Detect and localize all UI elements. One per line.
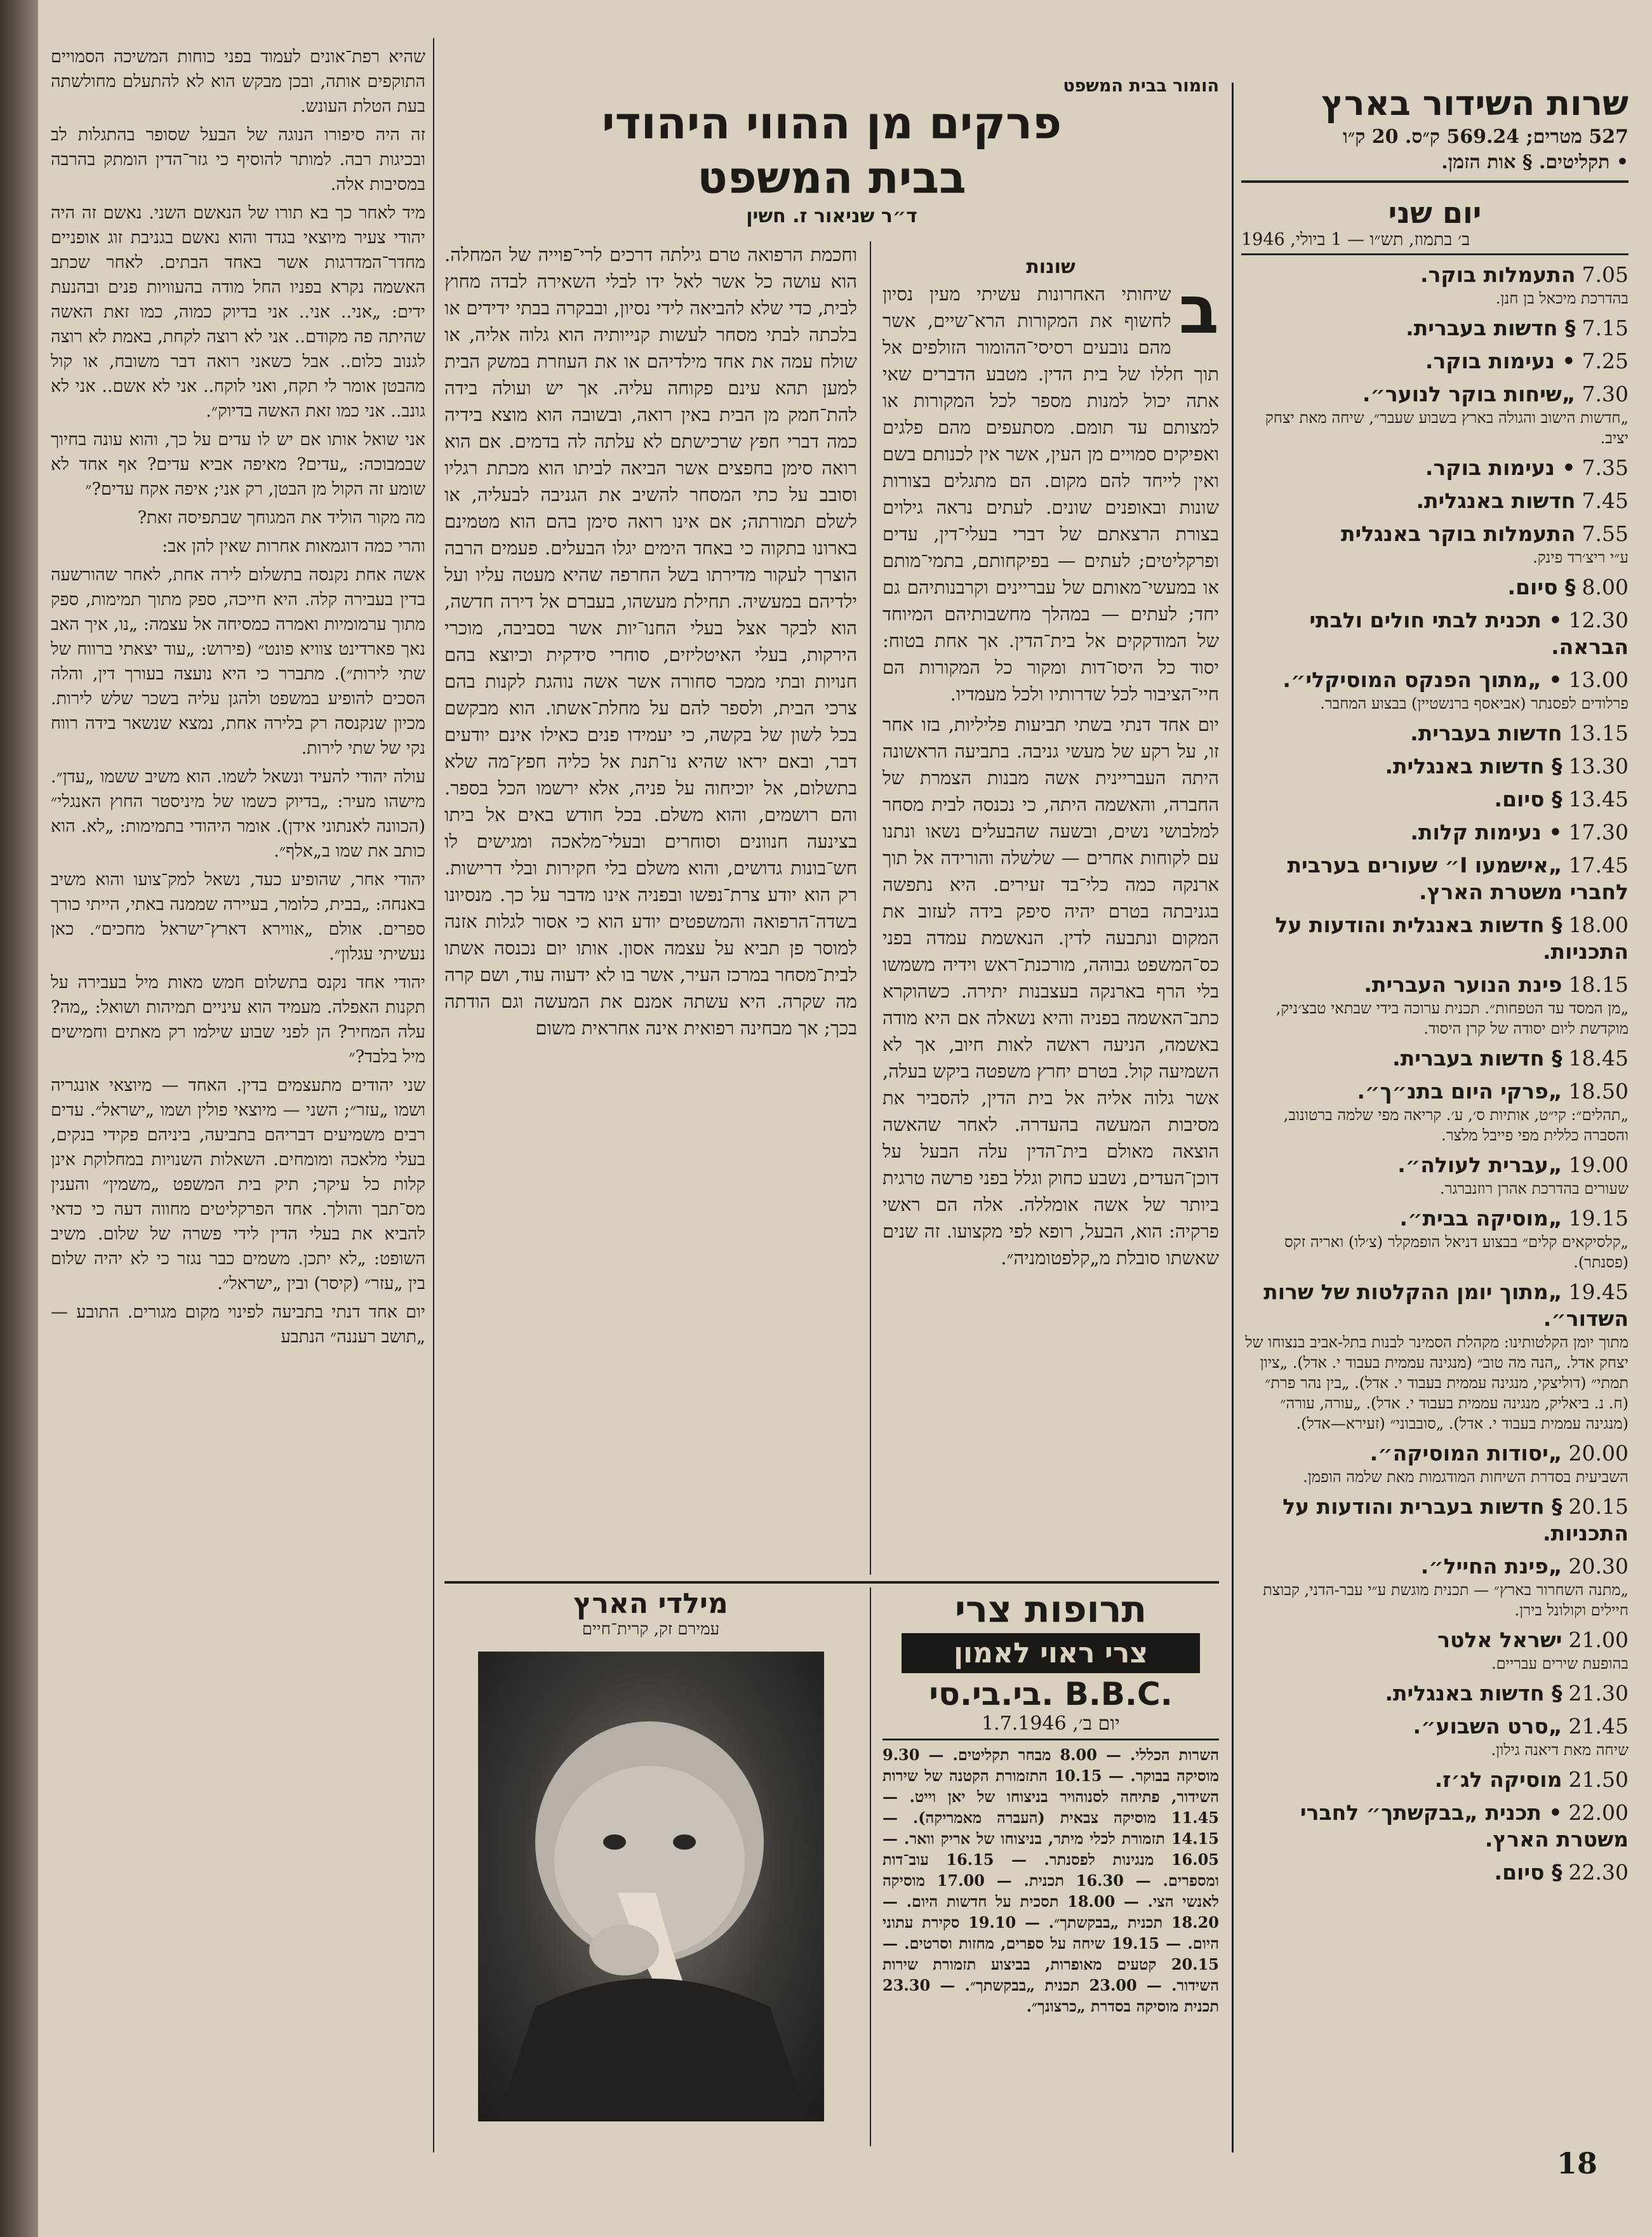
- schedule-time: 21.00: [1568, 1627, 1629, 1652]
- schedule-item-main: [1241, 381, 1629, 408]
- schedule-program-details: „קלסיקאים קלים״ בבצוע דניאל הופמקלר (צ׳לו) ואריה זקס (פסנתר).: [1284, 1233, 1629, 1271]
- photo-caption: עמירם זק, קרית־חיים: [582, 1620, 720, 1639]
- schedule-item-main: [1241, 912, 1629, 965]
- schedule-time: 13.15: [1568, 721, 1629, 745]
- schedule-program-title: „יסודות המוסיקה״.: [1369, 1441, 1562, 1466]
- schedule-item-main: [1241, 1859, 1629, 1886]
- schedule-program-title: § סיום.: [1494, 787, 1562, 811]
- schedule-program-details: שיחה מאת דיאנה גילון.: [1491, 1741, 1629, 1759]
- article-paragraph: שיחותי האחרונות עשיתי מעין נסיון לחשוף את המקורות הרא־שיים, אשר מהם נובעים רסיסי־ההומור הזולפים אל תוך חללו של בית הדין. מטבע הדברים שאי אתה יכול למנות מספר לכל המקורות או למצותם עד תומם. מסתעפים מהם פלגים ואפיקים סמויים מן העין, אשר אין לכנותם בשם ואין לייחד להם מקום. הם מתגלים בצורות שונות ובאופנים שונים. לעתים נראה גילוים בצורת הרצאתם של דברי בעלי־דין, עדים ופרקליטים; לעתים — בפיקחותם, בתמי־מותם או במעשי־מאותם של עבריינים וקרבנותיהם גם יחד; לעתים — במהלך מחשבותיהם המיוחד של המודקקים אל בית־הדין. אך אחת בטוח: יסוד כל היסו־דות ומקור כל המקורות הם חיי־הציבור לכל שדרותיו ולכל מעמדיו.: [883, 283, 1219, 705]
- schedule-time: 17.45: [1568, 853, 1629, 878]
- article-paragraph: וחכמת הרפואה טרם גילתה דרכים לרי־פוייה של המחלה. הוא עושה כל אשר לאל ידו לבלי השאירה לבדה מחוץ לבית, כדי שלא להביאה לידי נסיון, ובבקרה בבתי ידידים או בלכתה לבתי מסחר לעשות קנייותיה הוא גלוה אליה, או שולח עמה את אחד מילדיהם או את העוזרת במשק הבית למען תהא עינם פקוחה עליה. אך יש ועולה בידה להת־חמק מן הבית באין רואה, ובשובה הוא מוצא בידיה כמה דברי חפץ שרכישתם לא עלתה לה בדמים. אם הוא רואה סימן בחפצים אשר הביאה לביתו הוא מכתת רגליו וסובב על כתי המסחר להשיב את הגניבה לבעליה, או לשלם תמורתה; אם אינו רואה סימן בהם הוא מטמינם בארונו בתקוה כי באחד הימים יגלו הבעלים. פעמים הרבה הוצרך לעקור מדירתו בשל החרפה שהיא מעטה עליו ועל ילדיהם במעשיה. תחילת מעשהו, בעברם אל דירה חדשה, הוא לבקר אצל בעלי החנו־יות אשר בסביבה, מוכרי הירקות, בעלי האיטליזים, סוחרי סידקית וכיוצא בהם חנויות ובתי ממכר סחורה אשר אשה נוהגת לקנות בהם צרכי הבית, ולספר להם על מחלת־אשתו. הוא מבקשם בכל לשון של בקשה, כי יעמידו פנים כאילו אינם יודעים דבר, ובאם יראו שהיא נו־תנת אל כליה חפץ־מה שלא בתשלום, אל יוכיחוה על פניה, אלא ירשמו הכל בספר. והם רושמים, והוא משלם. בכל חודש באים אל ביתו בצינעה חנוונים וסוחרים ובעלי־מלאכה ומגישים לו חש־בונות גדושים, והוא משלם בלי חקירות ובלי דרישות. רק הוא יודע צרת־נפשו ובפניה אינו מדבר על כך. מנסיונו בשדה־הרפואה והמשפטים יודע הוא כי אסור לגלות אזנה למוסר פן תביא על עצמה אסון. אותו יום נכנסה אשתו לבית־מסחר במרכז העיר, אשר בו לא ידעוה עוד, ושם קרה מה שקרה. היא עשתה אמנם את המעשה וגם הודתה בכך; אך מבחינה רפואית אינה אחראית משום: [444, 244, 857, 1039]
- schedule-item: [1241, 1152, 1629, 1199]
- schedule-item-main: [1241, 348, 1629, 375]
- schedule-item: [1241, 1627, 1629, 1674]
- schedule-item: [1241, 1078, 1629, 1145]
- schedule-item: [1241, 1680, 1629, 1707]
- schedule-item-main: [1241, 1045, 1629, 1072]
- schedule-time: 7.45: [1582, 488, 1629, 513]
- schedule-program-details: השביעית בסדרת השיחות המודגמות מאת שלמה הופמן.: [1303, 1468, 1629, 1486]
- schedule-item: [1241, 521, 1629, 568]
- schedule-time: 21.30: [1568, 1681, 1629, 1706]
- schedule-item-main: [1241, 1078, 1629, 1105]
- schedule-program-title: § חדשות בעברית.: [1392, 1046, 1562, 1071]
- schedule-legend: • תקליטים. § אות הזמן.: [1441, 151, 1629, 173]
- schedule-item-main: [1241, 1627, 1629, 1653]
- bbc-title: בי.בי.סי. B.B.C.: [929, 1676, 1173, 1713]
- article-paragraph: יום אחד דנתי בשתי תביעות פליליות, בזו אחר זו, על רקע של מעשי גניבה. בתביעה הראשונה היתה העבריינית אשה מבנות הצמרת של החברה, והאשמה היתה, כי נכנסה לבית מסחר למלבושי נשים, ובשעה שהבעלים נשאו ונתנו עם לקוחות אחרים — שלשלה והורידה אל תוך ארנקה כמה כלי־בד זעירים. היא נתפשה בגניבתה בטרם יהיה סיפק בידה לעזוב את המקום ונתבעה לדין. הנאשמת עמדה בפני כס־המשפט גבוהה, מורכנת־ראש וידיה משמשו בלי הרף בארנקה בעצבנות יתירה. כשהוקרא כתב־האשמה בפניה והיא נשאלה אם היא מודה באשמה, הניעה ראשה לאות חיוב, אך לא השמיעה קול. בטרם יחרץ משפטה ביקש בעלה, אשר גלוה אליה אל בית הדין, להסביר את מסיבות המעשה בהעדרה. לאחר שהאשה הוצאה מאולם בית־הדין עלה הבעל על דוכן־העדים, נשבע כחוק וגלל בפני פרשה טרגית ביותר של אשה אומללה. אלה הם ראשי פרקיה: הוא, הבעל, רופא לפי מקצועו. זה שנים שאשתו סובלת מ„קלפטומניה״.: [883, 714, 1219, 1269]
- article-column-2: [444, 241, 857, 1575]
- article-paragraph: מה מקור הוליד את המגוחך שבתפיסה זאת?: [137, 508, 425, 528]
- article-paragraph: יהודי אחר, שהופיע כעד, נשאל למק־צועו והוא משיב באנחה: „בבית, כלומר, בעיירה שממנה באתי, הייתי כורך ספרים. אולם „אווירא דארץ־ישראל מחכים״. כאן נעשיתי עגלון״.: [51, 870, 425, 964]
- schedule-time: 22.30: [1568, 1860, 1629, 1885]
- schedule-time: 8.00: [1582, 575, 1629, 599]
- article-header: [444, 76, 1219, 267]
- schedule-program-title: § חדשות באנגלית.: [1385, 754, 1562, 778]
- newspaper-page: [38, 0, 1652, 2237]
- schedule-item: [1241, 786, 1629, 813]
- schedule-item-main: [1241, 1766, 1629, 1793]
- schedule-program-details: „מן המסד עד הטפחות״. תכנית ערוכה בידי שבתאי טבצ׳ניק, מוקדשת ליום יסודה של קרן היסוד.: [1276, 999, 1629, 1038]
- schedule-program-title: • נעימות בוקר.: [1425, 349, 1576, 373]
- schedule-program-title: חדשות בעברית.: [1410, 721, 1562, 745]
- schedule-item: [1241, 972, 1629, 1039]
- schedule-item-main: [1241, 488, 1629, 514]
- article-subhead: שונות: [1026, 256, 1076, 278]
- schedule-program-title: ישראל אלטר: [1437, 1627, 1562, 1652]
- schedule-item: [1241, 315, 1629, 342]
- schedule-item: [1241, 1045, 1629, 1072]
- schedule-program-details: מתוך יומן הקלטותינו: מקהלת הסמינר לבנות בתל-אביב בנצוחו של יצחק אדל. „הנה מה טוב״ (מנגינה עממית בעבוד י. אדל). „ציון תמתי״ (דוליצקי, מנגינה עממית בעבוד י. אדל). „בין נהר פרת״ (ח. נ. ביאליק, מנגינה עממית בעבוד י. אדל). „עורה, עורה״ (מנגינה עממית בעבוד י. אדל). „סובבוני״ (זעירא—אדל).: [1245, 1333, 1629, 1432]
- schedule-program-title: • „מתוך הפנקס המוסיקלי״.: [1282, 667, 1562, 692]
- article-paragraph: והרי כמה דוגמאות אחרות שאין להן אב:: [162, 537, 425, 556]
- schedule-time: 7.15: [1582, 316, 1629, 340]
- schedule-program-title: „אישמעו I״ שעורים בערבית לחברי משטרת הארץ.: [1287, 853, 1629, 904]
- schedule-time: 21.45: [1568, 1714, 1629, 1739]
- schedule-item: [1241, 720, 1629, 747]
- schedule-item-main: [1241, 1713, 1629, 1740]
- schedule-program-title: • תכנית לבתי חולים ולבתי הבראה.: [1309, 608, 1629, 659]
- schedule-program-details: ע״י ריצ׳רד פינק.: [1533, 549, 1629, 566]
- schedule-item: [1241, 1279, 1629, 1434]
- schedule-item: [1241, 852, 1629, 905]
- schedule-time: 18.45: [1568, 1046, 1629, 1071]
- schedule-item-main: [1241, 455, 1629, 481]
- article-column-1: [883, 254, 1219, 1575]
- article-paragraph: שני יהודים מתעצמים בדין. האחד — מיוצאי אונגריה ושמו „עזר״; השני — מיוצאי פולין ושמו „ישראל״. עדים רבים משמיעים דבריהם בתביעה, ביניהם פקידי בנקים, בעלי מלאכה ומומחים. השאלות השנויות במחלוקת אינן קלות כל עיקר; תיק בית המשפט „משמין״ והענין מס־תבך והולך. אחד הפרקליטים מחווה דעה כי כדאי להביא את בעלי הדין לידי פשרה של שלום. משיב השופט: „לא יתכן. משמים כבר נגזר כי לא יהיה שלום בין „עזר״ (קיסר) ובין „ישראל״.: [51, 1076, 425, 1293]
- schedule-time: 13.45: [1568, 787, 1629, 811]
- schedule-time: 20.15: [1568, 1494, 1629, 1519]
- section-rule: [444, 1581, 1219, 1584]
- ad-bbc-box: [883, 1587, 1219, 2146]
- schedule-item-main: [1241, 315, 1629, 342]
- schedule-list: [1241, 262, 1629, 1886]
- photo-title: מילדי הארץ: [573, 1587, 728, 1620]
- schedule-program-title: „מתוך יומן ההקלטות של שרות השדור״.: [1263, 1279, 1629, 1331]
- article-dropcap: ב: [1178, 271, 1219, 349]
- article-column-3: [51, 44, 425, 2153]
- schedule-time: 20.00: [1568, 1441, 1629, 1466]
- schedule-item-main: [1241, 1493, 1629, 1547]
- article-paragraph: זה היה סיפורו הנוגה של הבעל שסופר בהתגלות לב ובכיגות רבה. למותר להוסיף כי גזר־הדין הומתק בהרבה במסיבות אלה.: [51, 125, 425, 194]
- schedule-item-main: [1241, 1152, 1629, 1179]
- schedule-program-title: • תכנית „בבקשתך״ לחברי משטרת הארץ.: [1300, 1800, 1629, 1852]
- schedule-time: 20.30: [1568, 1554, 1629, 1579]
- schedule-program-title: התעמלות בוקר באנגלית: [1340, 521, 1576, 546]
- schedule-time: 7.35: [1582, 455, 1629, 480]
- baby-illustration: [478, 1652, 824, 2121]
- schedule-time: 18.00: [1568, 912, 1629, 937]
- schedule-time: 18.15: [1568, 972, 1629, 997]
- schedule-program-title: • נעימות בוקר.: [1425, 455, 1576, 480]
- schedule-item: [1241, 912, 1629, 965]
- article-headline-line2: בבית המשפט: [697, 152, 966, 204]
- schedule-item: [1241, 488, 1629, 514]
- schedule-item-main: [1241, 1279, 1629, 1332]
- schedule-item: [1241, 819, 1629, 846]
- article-paragraph: יהודי אחד נקנס בתשלום חמש מאות מיל בעבירה על תקנות האפלה. מעמיד הוא עיניים תמיהות ושואל: „מה? עלה המחיר? הן לפני שבוע שילמו רק מאתים וחמישים מיל בלבד?״: [51, 973, 425, 1067]
- schedule-item: [1241, 262, 1629, 309]
- schedule-day: יום שני: [1388, 196, 1482, 230]
- article-paragraph: אני שואל אותו אם יש לו עדים על כך, והוא עונה בחיוך שבמבוכה: „עדים? מאיפה אביא עדים? אף אחד לא שומע זה הקול מן הבטן, רק אני; איפה אקח עדים?״: [51, 430, 425, 499]
- article-headline-line1: פרקים מן ההווי היהודי: [601, 97, 1062, 149]
- schedule-item-main: [1241, 667, 1629, 693]
- schedule-time: 21.50: [1568, 1767, 1629, 1792]
- column-rule: [1232, 83, 1234, 2153]
- schedule-program-details: „מתנה השחרור בארץ״ — תכנית מוגשת ע״י עבר-הדני, קבוצת חיילים וקולונל בירן.: [1263, 1581, 1629, 1619]
- page-number: 18: [1557, 2146, 1598, 2180]
- schedule-item: [1241, 1800, 1629, 1853]
- schedule-time: 12.30: [1568, 608, 1629, 632]
- schedule-item: [1241, 667, 1629, 714]
- article-paragraph: עולה יהודי להעיד ונשאל לשמו. הוא משיב ששמו „עדן״. מישהו מעיר: „בדיוק כשמו של מיניסטר החוץ האנגלי״ (הכוונה לאנתוני אידן). אומר היהודי בתמימות: „לא. הוא כותב את שמו ב„אלף״.: [51, 767, 425, 861]
- baby-photo: [478, 1652, 824, 2121]
- schedule-time: 22.00: [1568, 1800, 1629, 1825]
- schedule-item-main: [1241, 852, 1629, 905]
- ad-brand: תרופות צרי: [954, 1587, 1147, 1631]
- article-kicker: הומור בבית המשפט: [1063, 76, 1219, 96]
- schedule-time: 7.55: [1582, 521, 1629, 546]
- schedule-program-details: „חדשות הישוב והגולה בארץ בשבוע שעבר״, שיחה מאת יצחק יציב.: [1265, 409, 1629, 447]
- schedule-program-title: „סרט השבוע״.: [1413, 1714, 1562, 1739]
- schedule-program-title: § חדשות באנגלית והודעות על התכניות.: [1275, 912, 1629, 964]
- schedule-program-details: שעורים בהדרכת אהרן רוזנברגר.: [1440, 1180, 1629, 1198]
- schedule-item: [1241, 1440, 1629, 1487]
- article-paragraph: שהיא רפת־אונים לעמוד בפני כוחות המשיכה הסמויים התוקפים אותה, ובכן מבקש הוא לא להתעלם מחולשתה בעת הטלת העונש.: [51, 47, 425, 116]
- schedule-item-main: [1241, 262, 1629, 288]
- article-byline: ד״ר שניאור ז. חשין: [746, 205, 917, 227]
- column-rule: [433, 38, 434, 2153]
- schedule-program-title: § חדשות בעברית.: [1406, 316, 1576, 340]
- schedule-program-details: בהדרכת מיכאל בן חנן.: [1495, 290, 1629, 307]
- schedule-item: [1241, 1493, 1629, 1547]
- bbc-date: יום ב׳, 1.7.1946: [982, 1713, 1120, 1735]
- schedule-item: [1241, 1713, 1629, 1760]
- bbc-schedule-text: השרות הכללי. — 8.00 מבחר תקליטים. — 9.30 מוסיקה בבוקר. — 10.15 התזמורת הקטנה של שירות השידור, פתיחה לסנוהויר בניצוחו של יאן וייט. — 11.45 מוסיקה צבאית (העברה מאמריקה). — 14.15 תזמורת לכלי מיתר, בניצוחו של אריק וואר. — 16.05 מנגינות לפסנתר. — 16.15 עוב־דות ומספרים. — 16.30 תכנית. — 17.00 מוסיקה לאנשי הצי. — 18.00 תסכית על חדשות היום. — 18.20 תכנית „בבקשתך״. — 19.10 סקירת עתוני היום. — 19.15 שיחה על ספרים, מחזות וסרטים. — 20.15 קטעים מאופרות, בביצוע תזמורת שירות השידור. — 23.00 תכנית „בבקשתך״. — 23.30 תכנית מוסיקה בסדרת „כרצונך״.: [883, 1746, 1219, 2015]
- schedule-item-main: [1241, 972, 1629, 998]
- article-paragraph: יום אחד דנתי בתביעה לפינוי מקום מגורים. התובע — „תושב רעננה״ הנתבע: [51, 1302, 425, 1347]
- schedule-item: [1241, 455, 1629, 481]
- article-paragraph: אשה אחת נקנסה בתשלום לירה אחת, לאחר שהורשעה בדין בעבירה קלה. היא חייכה, ספק מתוך תמימות, ספק מתוך ערמומיות ואמרה כמסיחה אל עצמה: „נו, איך האב נאך פארדינט צוויא פונט״ (פירוש: „עוד יצאתי ברווח של שתי לירות״). מתברר כי היא נועצה בעורך דין, והלה הסכים להופיע במשפט ולהגן עליה בשכר שלש לירות. מכיון שנקנסה רק בלירה אחת, נמצא שנשאר בידה רווח נקי של שתי לירות.: [51, 565, 425, 758]
- schedule-item-main: [1241, 607, 1629, 660]
- schedule-item-main: [1241, 574, 1629, 601]
- schedule-item-main: [1241, 1553, 1629, 1580]
- schedule-time: 19.15: [1568, 1206, 1629, 1231]
- schedule-time: 13.30: [1568, 754, 1629, 778]
- schedule-item: [1241, 381, 1629, 448]
- schedule-program-details: „תהלים״: קי״ט, אותיות ס׳, ע׳. קריאה מפי שלמה ברטונוב, והסברה כללית מפי פייבל מלצר.: [1283, 1106, 1629, 1144]
- schedule-item: [1241, 1205, 1629, 1272]
- schedule-item: [1241, 753, 1629, 780]
- schedule-time: 7.05: [1582, 262, 1629, 287]
- schedule-program-title: § סיום.: [1494, 1860, 1562, 1885]
- binding-gutter: [0, 0, 38, 2237]
- schedule-program-title: „פרקי היום בתנ״ך״.: [1357, 1079, 1562, 1104]
- column-rule: [870, 1587, 871, 2146]
- schedule-item: [1241, 1859, 1629, 1886]
- ad-slogan: צרי ראוי לאמון: [902, 1633, 1200, 1673]
- schedule-item: [1241, 1553, 1629, 1620]
- schedule-item: [1241, 1766, 1629, 1793]
- schedule-program-title: § סיום.: [1507, 575, 1576, 599]
- schedule-time: 19.00: [1568, 1152, 1629, 1177]
- schedule-time: 13.00: [1568, 667, 1629, 692]
- schedule-item-main: [1241, 786, 1629, 813]
- schedule-item: [1241, 348, 1629, 375]
- schedule-item-main: [1241, 521, 1629, 547]
- schedule-item-main: [1241, 1680, 1629, 1707]
- schedule-item: [1241, 607, 1629, 660]
- schedule-item-main: [1241, 720, 1629, 747]
- schedule-program-title: § חדשות באנגלית.: [1385, 1681, 1562, 1706]
- schedule-title: שרות השידור בארץ: [1321, 83, 1629, 123]
- schedule-program-title: § חדשות בעברית והודעות על התכניות.: [1282, 1494, 1629, 1546]
- schedule-program-title: „שיחות בוקר לנוער״.: [1362, 382, 1576, 406]
- article-paragraph: מיד לאחר כך בא תורו של הנאשם השני. נאשם זה היה יהודי צעיר מיוצאי בגדד והוא נאשם בגניבת זוג אופניים מחדר־המדרגות אשר באחד הבתים. לאחר שכתב האשמה נקרא בפניו החל מודה בהעוויות פנים ובהנעת ידים: „אני.. אני.. אני בדיוק כמוה, כמו זאת האשה שהיתה פה מקודם.. אני לא רוצה לקחת, באמת לא רוצה לגנוב כלום.. אבל כשאני רואה דבר משובח, או קול מהבטן אומר לי תקח, ואני לוקח.. אני לא אשם.. אני לא גונב.. אני כמו זאת האשה בדיוק״.: [51, 203, 425, 421]
- broadcast-schedule: [1241, 83, 1629, 2114]
- schedule-item: [1241, 574, 1629, 601]
- schedule-program-title: פינת הנוער העברית.: [1364, 972, 1562, 997]
- schedule-item-main: [1241, 1440, 1629, 1467]
- schedule-date: ב׳ בתמוז, תש״ו — 1 ביולי, 1946: [1241, 230, 1470, 250]
- schedule-program-title: • נעימות קלות.: [1410, 820, 1562, 845]
- schedule-frequency: 527 מטרים; 569.24 ק״ס. 20 ק״ו: [1343, 126, 1629, 148]
- schedule-program-details: בהופעת שירים עבריים.: [1491, 1655, 1629, 1673]
- schedule-program-title: „פינת החייל״.: [1420, 1554, 1562, 1579]
- schedule-time: 7.30: [1582, 382, 1629, 406]
- schedule-time: 19.45: [1568, 1279, 1629, 1304]
- schedule-time: 17.30: [1568, 820, 1629, 845]
- schedule-program-details: פרלודים לפסנתר (אביאסף ברנשטיין) בבצוע המחבר.: [1320, 695, 1629, 712]
- photo-box: [444, 1587, 857, 2146]
- schedule-item-main: [1241, 753, 1629, 780]
- schedule-program-title: מוסיקה לג׳ז.: [1434, 1767, 1562, 1792]
- schedule-program-title: „עברית לעולה״.: [1397, 1152, 1562, 1177]
- schedule-program-title: חדשות באנגלית.: [1416, 488, 1576, 513]
- schedule-item-main: [1241, 819, 1629, 846]
- schedule-time: 18.50: [1568, 1079, 1629, 1104]
- schedule-item-main: [1241, 1800, 1629, 1853]
- column-rule: [870, 241, 871, 1575]
- schedule-program-title: „מוסיקה בבית״.: [1399, 1206, 1562, 1231]
- schedule-item-main: [1241, 1205, 1629, 1232]
- schedule-time: 7.25: [1582, 349, 1629, 373]
- schedule-program-title: התעמלות בוקר.: [1420, 262, 1576, 287]
